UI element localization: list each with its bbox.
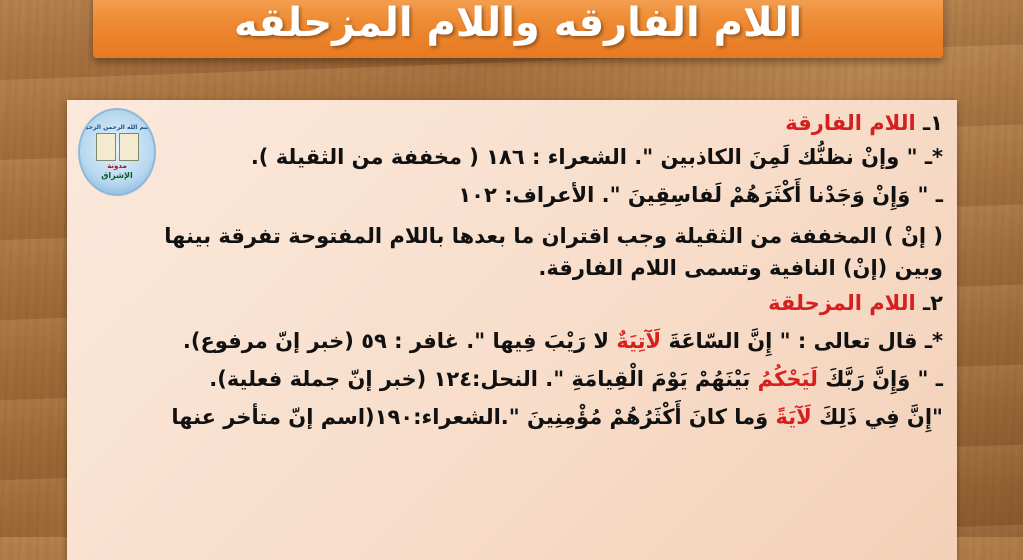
title-banner	[93, 0, 943, 58]
section2-example-1	[143, 328, 943, 354]
ex2-post: بَيْنَهُمْ يَوْمَ الْقِيامَةِ ". النحل:١٢٤ (خبر إنّ جملة فعلية).	[209, 367, 758, 391]
ex3-pre: "إِنَّ فِي ذَلِكَ	[811, 405, 943, 429]
section1-example-1: *ـ " وإنْ نظنُّك لَمِنَ الكاذبين ". الشعراء : ١٨٦ ( مخففة من الثقيلة ).	[250, 145, 943, 169]
logo-top-text: بسم الله الرحمن الرحيم	[81, 124, 153, 131]
ex2-pre: ـ " وَإِنَّ رَبَّكَ	[817, 367, 943, 391]
logo-book-icon	[96, 133, 139, 161]
section1-example-2: ـ " وَإِنْ وَجَدْنا أَكْثَرَهُمْ لَفاسِقِينَ ". الأعراف: ١٠٢	[458, 183, 943, 207]
ex3-highlight: لَآيَةً	[775, 405, 812, 429]
section1-number: ١ـ	[922, 111, 943, 135]
section1-title: اللام الفارقة	[785, 111, 916, 135]
ex2-highlight: لَيَحْكُمُ	[757, 367, 818, 391]
section1-note: ( إنْ ) المخففة من الثقيلة وجب اقتران ما بعدها باللام المفتوحة تفرقة بينها وبين (إنْ) النافية وتسمى اللام الفارقة.	[164, 224, 943, 280]
section2-example-2	[143, 366, 943, 392]
logo-bottom-text: الإشراق	[101, 171, 133, 180]
section2-heading	[143, 290, 943, 316]
section1-heading	[143, 110, 943, 136]
logo-mid-text: مدونة	[107, 162, 127, 170]
lesson-content	[143, 110, 943, 430]
ex1-post: لا رَيْبَ فِيها ". غافر : ٥٩ (خبر إنّ مرفوع).	[182, 329, 617, 353]
section2-example-3	[143, 404, 943, 430]
ex1-highlight: لَآتِيَةٌ	[616, 329, 662, 353]
section2-title: اللام المزحلقة	[768, 291, 916, 315]
page-title: اللام الفارقه واللام المزحلقه	[233, 0, 803, 46]
section2-number: ٢ـ	[922, 291, 943, 315]
ex1-pre: *ـ قال تعالى : " إِنَّ السّاعَةَ	[661, 329, 943, 353]
ex3-post: وَما كانَ أَكْثَرُهُمْ مُؤْمِنِينَ ".الشعراء:١٩٠(اسم إنّ متأخر عنها	[171, 405, 776, 429]
